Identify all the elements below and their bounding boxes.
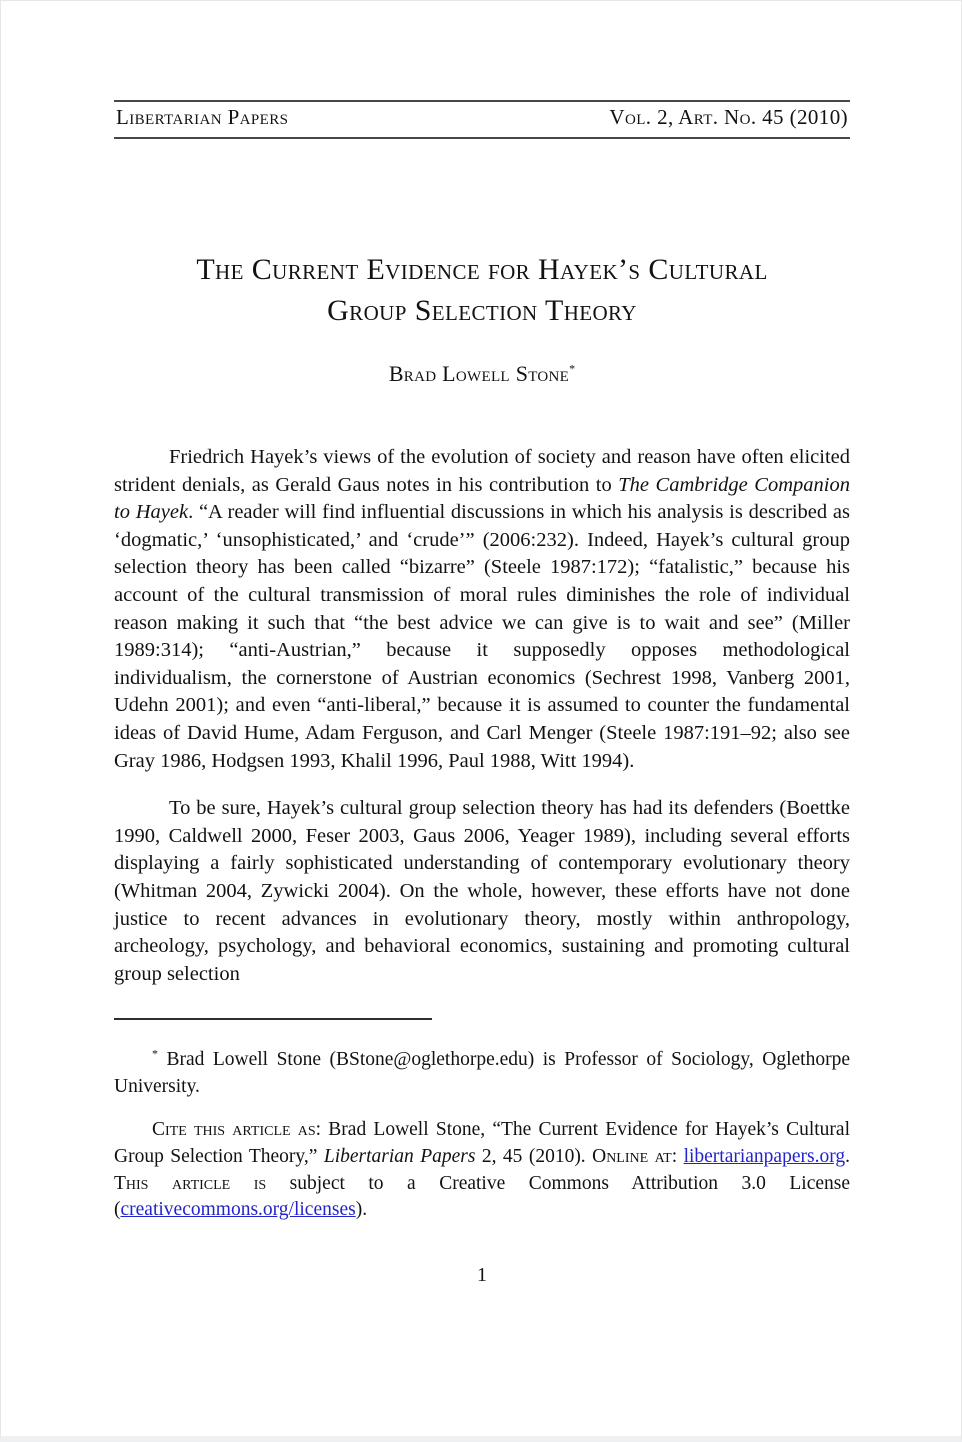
- page-title: [114, 249, 850, 331]
- citation-note: [114, 1117, 850, 1223]
- paragraph-2: [114, 795, 850, 988]
- title-line-2: Group Selection Theory: [327, 294, 637, 327]
- text-segment: subject to a Creative Commons Attribution 3.0 License (: [114, 1172, 850, 1221]
- text-segment: :: [671, 1146, 684, 1168]
- article-body: [114, 444, 850, 988]
- creativecommons-link[interactable]: creativecommons.org/licenses: [120, 1199, 356, 1221]
- text-segment: Friedrich Hayek’s views of the evolution of society and reason have often elicited strident denials, as Gerald Gaus notes in his contribution to: [114, 446, 850, 496]
- title-block: [114, 249, 850, 387]
- text-segment: . “A reader will find influential discussions in which his analysis is described as ‘dogmatic,’ ‘unsophisticated,’ and ‘crude’” (2006:232). Indeed, Hayek’s cultural group selection theory has been called “bizarre” (Steele 1987:172); “fatalistic,” because his account of the cultural transmission of moral rules diminishes the role of individual reason making it such that “the best advice we can give is to wait and see” (Miller 1989:314); “anti-Austrian,” because it supposedly opposes methodological individualism, the cornerstone of Austrian economics (Sechrest 1998, Vanberg 2001, Udehn 2001); and even “anti-liberal,” because it is assumed to counter the fundamental ideas of David Hume, Adam Ferguson, and Carl Menger (Steele 1987:191–92; also see Gray 1986, Hodgsen 1993, Khalil 1996, Paul 1988, Witt 1994).: [114, 501, 850, 772]
- text-segment: Brad Lowell Stone (BStone@oglethorpe.edu) is Professor of Sociology, Oglethorpe University.: [114, 1049, 850, 1097]
- journal-issue: Vol. 2, Art. No. 45 (2010): [609, 105, 848, 129]
- text-segment: .: [845, 1146, 850, 1168]
- journal-header: [114, 100, 850, 139]
- author-footnote-marker: *: [569, 361, 576, 376]
- journal-name-italic: Libertarian Papers: [323, 1146, 476, 1168]
- book-title: The Cambridge Companion to Hayek: [114, 473, 850, 524]
- this-article-label: This article is: [114, 1172, 267, 1194]
- page-number: 1: [477, 1263, 487, 1286]
- author-footnote: [114, 1047, 850, 1100]
- text-segment: 2, 45 (2010).: [475, 1146, 593, 1168]
- title-line-1: The Current Evidence for Hayek’s Cultural: [196, 253, 768, 286]
- cite-label: Cite this article as: [152, 1119, 316, 1141]
- journal-name: Libertarian Papers: [116, 105, 289, 129]
- footnote-marker: *: [152, 1046, 158, 1061]
- author-name: Brad Lowell Stone: [388, 361, 570, 386]
- page-content: [1, 100, 961, 1287]
- footnotes: [114, 1047, 850, 1224]
- text-segment: To be sure, Hayek’s cultural group selection theory has had its defenders (Boettke 1990, Caldwell 2000, Feser 2003, Gaus 2006, Yeager 1989), including several efforts displaying a fairly sophisticated understanding of contemporary evolutionary theory (Whitman 2004, Zywicki 2004). On the whole, however, these efforts have not done justice to recent advances in evolutionary theory, mostly within anthropology, archeology, psychology, and behavioral economics, sustaining and promoting cultural group selection: [114, 797, 850, 985]
- text-segment: ).: [355, 1199, 368, 1221]
- text-segment: : Brad Lowell Stone, “The Current Evidence for Hayek’s Cultural Group Selection Theory,”: [114, 1119, 850, 1168]
- footnote-separator: [114, 1018, 432, 1020]
- libertarianpapers-link[interactable]: libertarianpapers.org: [683, 1146, 846, 1168]
- paragraph-1: [114, 444, 850, 775]
- author-line: [114, 361, 850, 387]
- online-at-label: Online at: [592, 1146, 672, 1168]
